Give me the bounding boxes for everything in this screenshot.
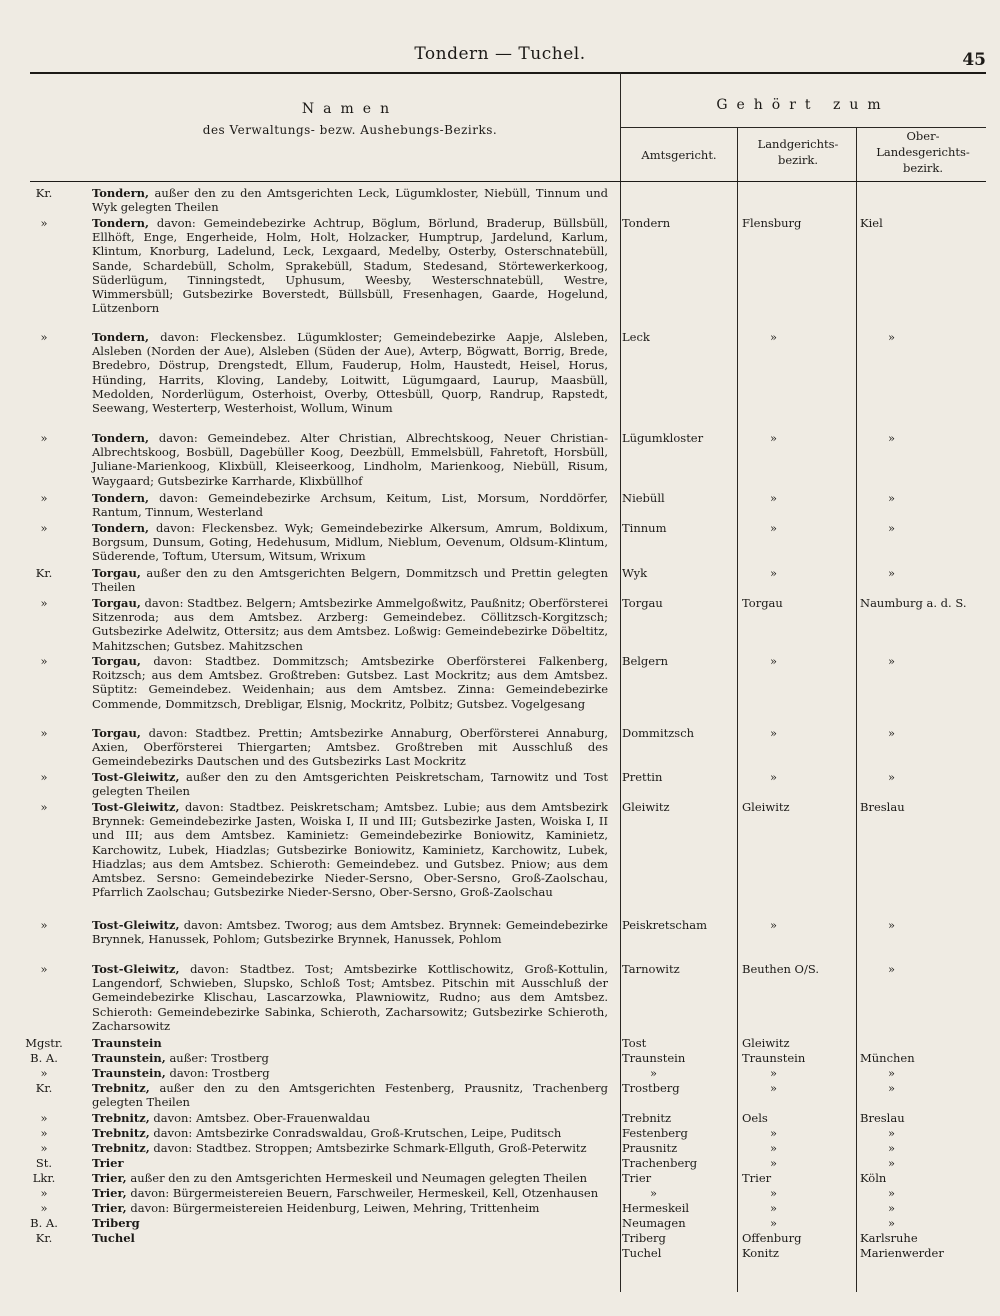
landgericht-cell: » <box>770 1186 778 1200</box>
landgericht-cell: » <box>770 566 778 580</box>
district-name: Trier, <box>92 1171 127 1185</box>
table-row <box>0 962 1000 1036</box>
amtsgericht-cell: Trostberg <box>622 1081 680 1095</box>
table-row <box>0 1186 1000 1201</box>
row-type: » <box>40 521 48 535</box>
table-row <box>0 1171 1000 1186</box>
oberlandesgericht-cell: » <box>888 962 896 976</box>
district-name: Trebnitz, <box>92 1126 150 1140</box>
row-type: » <box>40 330 48 344</box>
oberlandesgericht-cell: » <box>888 1081 896 1095</box>
row-type: B. A. <box>30 1216 58 1230</box>
row-description <box>92 1036 608 1050</box>
table-row <box>0 186 1000 216</box>
row-description <box>92 654 608 711</box>
landgericht-cell: » <box>770 1141 778 1155</box>
table-row <box>0 431 1000 491</box>
oberlandesgericht-cell: München <box>860 1051 915 1065</box>
landgericht-cell: Konitz <box>742 1246 779 1260</box>
amtsgericht-cell: Prausnitz <box>622 1141 678 1155</box>
district-name: Trier <box>92 1156 124 1170</box>
table-row <box>0 1066 1000 1081</box>
table-row <box>0 521 1000 566</box>
amtsgericht-cell: » <box>650 1186 658 1200</box>
district-detail: davon: Gemeindebez. Alter Christian, Albrechtskoog, Neuer Christian-Albrechtskoog, Bosbüll, Dagebüller Koog, Deezbüll, Emmelsbüll, Fahretoft, Horsbüll, Juliane-Marienkoog, Klixbüll, Kleiseerkoog, Lindholm, Marienkoog, Niebüll, Risum, Waygaard; Gutsbezirke Karrharde, Klixbüllhof <box>92 431 608 488</box>
district-detail: davon: Trostberg <box>165 1066 270 1080</box>
table-row <box>0 1216 1000 1231</box>
district-detail: davon: Stadtbez. Peiskretscham; Amtsbez. Lubie; aus dem Amtsbezirk Brynnek: Gemeindebezirke Jasten, Woiska I, II und III; Gutsbezirke Jasten, Woiska I, II und III; aus dem Amtsbez. Kaminietz: Gemeindebezirke Boniowitz, Kaminietz, Karchowitz, Lubek, Hiadzlas; Gutsbezirke Boniowitz, Kaminietz, Karchowitz, Lubek, Hiadzlas; aus dem Amtsbez. Schieroth: Gemeindebez. und Gutsbez. Pniow; aus dem Amtsbez. Sersno: Gemeindebezirke Nieder-Sersno, Ober-Sersno, Groß-Zaolschau, Pfarrlich Zaolschau; Gutsbezirke Nieder-Sersno, Ober-Sersno, Groß-Zaolschau <box>92 800 608 900</box>
landgericht-cell: Gleiwitz <box>742 800 790 814</box>
table-row <box>0 770 1000 800</box>
oberlandesgericht-cell: » <box>888 1201 896 1215</box>
district-detail: davon: Amtsbezirke Conradswaldau, Groß-Krutschen, Leipe, Puditsch <box>149 1126 562 1140</box>
table-row <box>0 1126 1000 1141</box>
row-description <box>92 726 608 769</box>
oberlandesgericht-cell: » <box>888 566 896 580</box>
oberlandesgericht-cell: » <box>888 330 896 344</box>
amtsgericht-cell: Hermeskeil <box>622 1201 690 1215</box>
district-name: Tost-Gleiwitz, <box>92 918 180 932</box>
district-name: Tondern, <box>92 491 150 505</box>
table-row <box>0 654 1000 726</box>
district-detail: davon: Stadtbez. Belgern; Amtsbezirke Ammelgoßwitz, Paußnitz; Oberförsterei Sitzenroda; aus dem Amtsbez. Arzberg: Gemeindebez. Cöllitzsch-Korgitzsch; Gutsbezirke Adelwitz, Ottersitz; aus dem Amtsbez. Loßwig: Gemeindebezirke Döbeltitz, Mahitzschen; Gutsbez. Mahitzschen <box>92 596 608 653</box>
oberlandesgericht-cell: » <box>888 1066 896 1080</box>
page-number: 45 <box>962 50 986 70</box>
district-detail: davon: Stadtbez. Prettin; Amtsbezirke Annaburg, Oberförsterei Annaburg, Axien, Oberförsterei Thiergarten; Amtsbez. Großtreben mit Ausschluß des Gemeindebezirks Dautschen und des Gutsbezirks Last Mockritz <box>92 726 608 769</box>
landgericht-cell: » <box>770 1156 778 1170</box>
row-description <box>92 186 608 214</box>
entries-table <box>0 186 1000 1261</box>
table-row <box>0 726 1000 770</box>
district-detail: davon: Gemeindebezirke Achtrup, Böglum, Börlund, Braderup, Büllsbüll, Ellhöft, Enge, Engerheide, Holm, Holt, Holzacker, Humptrup, Jardelund, Karlum, Klintum, Knorburg, Ladelund, Leck, Lexgaard, Medelby, Osterby, Osterschnatebüll, Sande, Schardebüll, Scholm, Sprakebüll, Stadum, Stedesand, Störtewerkerkoog, Süderlügum, Tinningstedt, Uphusum, Weesby, Westerschnatebüll, Westre, Wimmersbüll; Gutsbezirke Boverstedt, Büllsbüll, Fresenhagen, Gaarde, Hogelund, Lützenborn <box>92 216 608 316</box>
district-detail: außer den zu den Amtsgerichten Leck, Lügumkloster, Niebüll, Tinnum und Wyk gelegten Theilen <box>92 186 608 215</box>
amtsgericht-cell: Gleiwitz <box>622 800 670 814</box>
district-name: Tost-Gleiwitz, <box>92 770 180 784</box>
landgericht-cell: » <box>770 918 778 932</box>
oberlandesgericht-cell: » <box>888 1126 896 1140</box>
landgericht-cell: » <box>770 770 778 784</box>
row-type: Lkr. <box>32 1171 56 1185</box>
row-type: B. A. <box>30 1051 58 1065</box>
oberlandesgericht-cell: Karlsruhe <box>860 1231 918 1245</box>
landgericht-cell: Torgau <box>742 596 783 610</box>
row-type: » <box>40 726 48 740</box>
landgericht-cell: Offenburg <box>742 1231 802 1245</box>
namen-subheading: des Verwaltungs- bezw. Aushebungs-Bezirks. <box>202 123 498 137</box>
landgericht-cell: » <box>770 1066 778 1080</box>
landgericht-cell: » <box>770 726 778 740</box>
amtsgericht-cell: Prettin <box>622 770 663 784</box>
row-type: » <box>40 596 48 610</box>
oberlandesgericht-cell: » <box>888 431 896 445</box>
oberlandesgericht-cell: » <box>888 1141 896 1155</box>
row-type: » <box>40 962 48 976</box>
oberlandesgericht-cell: » <box>888 1156 896 1170</box>
oberlandesgericht-cell: » <box>888 521 896 535</box>
row-description <box>92 216 608 315</box>
oberlandesgericht-cell: » <box>888 1186 896 1200</box>
row-type: » <box>40 216 48 230</box>
district-detail: davon: Stadtbez. Dommitzsch; Amtsbezirke Oberförsterei Falkenberg, Roitzsch; aus dem Amtsbez. Großtreben: Gutsbez. Last Mockritz; aus dem Amtsbez. Süptitz: Gemeindebez. Weidenhain; aus dem Amtsbez. Zinna: Gemeindebezirke Commende, Dommitzsch, Drebligar, Elsnig, Mockritz, Polbitz; Gutsbez. Vogelgesang <box>92 654 608 711</box>
row-type: Kr. <box>35 566 53 580</box>
table-row <box>0 330 1000 431</box>
row-description <box>92 596 608 653</box>
amtsgericht-cell: Leck <box>622 330 650 344</box>
table-row <box>0 1081 1000 1111</box>
district-name: Tost-Gleiwitz, <box>92 800 180 814</box>
district-name: Trebnitz, <box>92 1141 150 1155</box>
district-name: Trebnitz, <box>92 1111 150 1125</box>
amtsgericht-cell: Niebüll <box>622 491 665 505</box>
top-rule <box>30 72 986 74</box>
amtsgericht-cell: Festenberg <box>622 1126 688 1140</box>
row-type: » <box>40 491 48 505</box>
district-detail: außer den zu den Amtsgerichten Peiskretscham, Tarnowitz und Tost gelegten Theilen <box>92 770 608 799</box>
oberlandesgericht-cell: Köln <box>860 1171 887 1185</box>
row-description <box>92 1141 608 1155</box>
row-description <box>92 1156 608 1170</box>
table-row <box>0 1246 1000 1261</box>
oberlandesgericht-cell: » <box>888 491 896 505</box>
district-detail: davon: Stadtbez. Tost; Amtsbezirke Kottlischowitz, Groß-Kottulin, Langendorf, Schwieben, Slupsko, Schloß Tost; Amtsbez. Pitschin mit Ausschluß der Gemeindebezirke Klischau, Lascarzowka, Plawniowitz, Rudno; aus dem Amtsbez. Schieroth: Gemeindebezirke Sabinka, Schieroth, Zacharsowitz; Gutsbezirke Schieroth, Zacharsowitz <box>92 962 608 1033</box>
row-type: » <box>40 654 48 668</box>
district-name: Trier, <box>92 1186 127 1200</box>
district-name: Torgau, <box>92 726 141 740</box>
table-row <box>0 566 1000 596</box>
oberlandesgericht-cell: » <box>888 770 896 784</box>
row-type: » <box>40 918 48 932</box>
district-detail: davon: Fleckensbez. Wyk; Gemeindebezirke Alkersum, Amrum, Boldixum, Borgsum, Dunsum, Goting, Hedehusum, Midlum, Nieblum, Oevenum, Oldsum-Klintum, Süderende, Toftum, Utersum, Witsum, Wrixum <box>92 521 608 564</box>
table-row <box>0 1201 1000 1216</box>
row-description <box>92 962 608 1033</box>
district-detail: davon: Amtsbez. Ober-Frauenwaldau <box>149 1111 371 1125</box>
row-description <box>92 800 608 899</box>
row-description <box>92 521 608 564</box>
table-row <box>0 1111 1000 1126</box>
oberlandesgericht-cell: Naumburg a. d. S. <box>860 596 967 610</box>
amtsgericht-cell: Tinnum <box>622 521 667 535</box>
district-name: Tondern, <box>92 216 150 230</box>
row-type: » <box>40 1126 48 1140</box>
row-type: Kr. <box>35 1231 53 1245</box>
row-type: Kr. <box>35 186 53 200</box>
amtsgericht-cell: Tondern <box>622 216 671 230</box>
row-description <box>92 1081 608 1109</box>
table-row <box>0 1156 1000 1171</box>
amtsgericht-cell: Trier <box>622 1171 652 1185</box>
row-description <box>92 1051 608 1065</box>
amtsgericht-cell: Tuchel <box>622 1246 662 1260</box>
row-description <box>92 1111 608 1125</box>
district-name: Traunstein, <box>92 1066 166 1080</box>
table-row <box>0 800 1000 918</box>
district-name: Trebnitz, <box>92 1081 150 1095</box>
row-description <box>92 491 608 519</box>
landgericht-cell: Beuthen O/S. <box>742 962 819 976</box>
namen-heading: Namen <box>301 101 399 117</box>
district-name: Torgau, <box>92 566 141 580</box>
district-name: Traunstein, <box>92 1051 166 1065</box>
table-row <box>0 216 1000 330</box>
row-description <box>92 1171 608 1185</box>
district-detail: davon: Bürgermeistereien Beuern, Farschweiler, Hermeskeil, Kell, Otzenhausen <box>126 1186 599 1200</box>
row-description <box>92 566 608 594</box>
amtsgericht-cell: Tost <box>622 1036 647 1050</box>
row-description <box>92 1216 608 1230</box>
district-detail: davon: Gemeindebezirke Archsum, Keitum, List, Morsum, Norddörfer, Rantum, Tinnum, Westerland <box>92 491 608 520</box>
landgericht-cell: » <box>770 1216 778 1230</box>
amtsgericht-heading: Amtsgericht. <box>641 148 717 162</box>
table-row <box>0 918 1000 962</box>
landgericht-cell: » <box>770 1081 778 1095</box>
row-type: St. <box>35 1156 53 1170</box>
district-name: Traunstein <box>92 1036 162 1050</box>
row-type: Kr. <box>35 1081 53 1095</box>
oberlandesgericht-cell: » <box>888 654 896 668</box>
landgericht-cell: » <box>770 1201 778 1215</box>
row-description <box>92 770 608 798</box>
amtsgericht-cell: Dommitzsch <box>622 726 695 740</box>
oberlandesgericht-cell: » <box>888 1216 896 1230</box>
landgericht-cell: Traunstein <box>742 1051 806 1065</box>
table-row <box>0 596 1000 654</box>
table-row <box>0 1036 1000 1051</box>
district-detail: außer den zu den Amtsgerichten Belgern, Dommitzsch und Prettin gelegten Theilen <box>92 566 608 595</box>
oberlandesgericht-cell: Breslau <box>860 800 905 814</box>
row-type: » <box>40 431 48 445</box>
row-description <box>92 1066 608 1080</box>
running-header: Tondern — Tuchel. <box>414 44 586 64</box>
district-name: Torgau, <box>92 654 141 668</box>
row-type: » <box>40 1201 48 1215</box>
amtsgericht-cell: Torgau <box>622 596 663 610</box>
row-description <box>92 431 608 488</box>
oberlandesgericht-cell: Breslau <box>860 1111 905 1125</box>
district-name: Tost-Gleiwitz, <box>92 962 180 976</box>
row-type: » <box>40 770 48 784</box>
table-row <box>0 491 1000 521</box>
landgericht-cell: » <box>770 1126 778 1140</box>
district-detail: davon: Amtsbez. Tworog; aus dem Amtsbez. Brynnek: Gemeindebezirke Brynnek, Hanussek, Pohlom; Gutsbezirke Brynnek, Hanussek, Pohlom <box>92 918 608 947</box>
header-rule <box>30 181 986 182</box>
amtsgericht-cell: Neumagen <box>622 1216 686 1230</box>
row-description <box>92 918 608 946</box>
district-name: Triberg <box>92 1216 140 1230</box>
row-description <box>92 1201 608 1215</box>
table-row <box>0 1051 1000 1066</box>
oberlandesgericht-cell: » <box>888 918 896 932</box>
amtsgericht-cell: » <box>650 1066 658 1080</box>
amtsgericht-cell: Tarnowitz <box>622 962 680 976</box>
row-type: Mgstr. <box>25 1036 63 1050</box>
district-name: Tondern, <box>92 186 150 200</box>
row-description <box>92 330 608 415</box>
landgericht-cell: Gleiwitz <box>742 1036 790 1050</box>
row-type: » <box>40 1141 48 1155</box>
district-detail: außer den zu den Amtsgerichten Festenberg, Prausnitz, Trachenberg gelegten Theilen <box>92 1081 608 1110</box>
district-name: Tondern, <box>92 431 150 445</box>
district-name: Torgau, <box>92 596 141 610</box>
district-detail: außer: Trostberg <box>165 1051 269 1065</box>
row-type: » <box>40 1186 48 1200</box>
landgericht-heading: Landgerichts-bezirk. <box>757 137 839 167</box>
landgericht-cell: » <box>770 654 778 668</box>
amtsgericht-cell: Lügumkloster <box>622 431 704 445</box>
landgericht-cell: » <box>770 521 778 535</box>
row-description <box>92 1126 608 1140</box>
amtsgericht-cell: Wyk <box>622 566 648 580</box>
landgericht-cell: Flensburg <box>742 216 802 230</box>
landgericht-cell: » <box>770 330 778 344</box>
landgericht-cell: Trier <box>742 1171 772 1185</box>
district-name: Tondern, <box>92 521 150 535</box>
amtsgericht-cell: Traunstein <box>622 1051 686 1065</box>
row-type: » <box>40 1111 48 1125</box>
landgericht-cell: Oels <box>742 1111 768 1125</box>
table-row <box>0 1231 1000 1246</box>
amtsgericht-cell: Triberg <box>622 1231 666 1245</box>
oberlandesgericht-cell: Kiel <box>860 216 883 230</box>
row-description <box>92 1231 608 1245</box>
gehoert-heading: Gehört zum <box>716 97 890 113</box>
landgericht-cell: » <box>770 491 778 505</box>
district-detail: davon: Bürgermeistereien Heidenburg, Leiwen, Mehring, Trittenheim <box>126 1201 540 1215</box>
district-detail: davon: Stadtbez. Stroppen; Amtsbezirke Schmark-Ellguth, Groß-Peterwitz <box>149 1141 587 1155</box>
district-detail: davon: Fleckensbez. Lügumkloster; Gemeindebezirke Aapje, Alsleben, Alsleben (Norden der Aue), Alsleben (Süden der Aue), Avterp, Bögwatt, Borrig, Brede, Bredebro, Döstrup, Drengstedt, Ellum, Fauderup, Holm, Haustedt, Heisel, Horus, Hünding, Harrits, Kloving, Landeby, Loitwitt, Lügumgaard, Laurup, Maasbüll, Medolden, Norderlügum, Osterhoist, Overby, Ottesbüll, Quorp, Randrup, Rapstedt, Seewang, Westerterp, Westerhoist, Wollum, Winum <box>92 330 608 416</box>
amtsgericht-cell: Peiskretscham <box>622 918 708 932</box>
row-type: » <box>40 1066 48 1080</box>
district-name: Tondern, <box>92 330 150 344</box>
district-detail: außer den zu den Amtsgerichten Hermeskeil und Neumagen gelegten Theilen <box>126 1171 588 1185</box>
landgericht-cell: » <box>770 431 778 445</box>
row-type: » <box>40 800 48 814</box>
district-name: Tuchel <box>92 1231 135 1245</box>
amtsgericht-cell: Trebnitz <box>622 1111 672 1125</box>
oberlandesgericht-cell: Marienwerder <box>860 1246 944 1260</box>
amtsgericht-cell: Trachenberg <box>622 1156 698 1170</box>
oberlandesgericht-cell: » <box>888 726 896 740</box>
row-description <box>92 1186 608 1200</box>
district-name: Trier, <box>92 1201 127 1215</box>
oberlandesgericht-heading: Ober-Landesgerichts-bezirk. <box>876 129 970 175</box>
amtsgericht-cell: Belgern <box>622 654 669 668</box>
table-row <box>0 1141 1000 1156</box>
